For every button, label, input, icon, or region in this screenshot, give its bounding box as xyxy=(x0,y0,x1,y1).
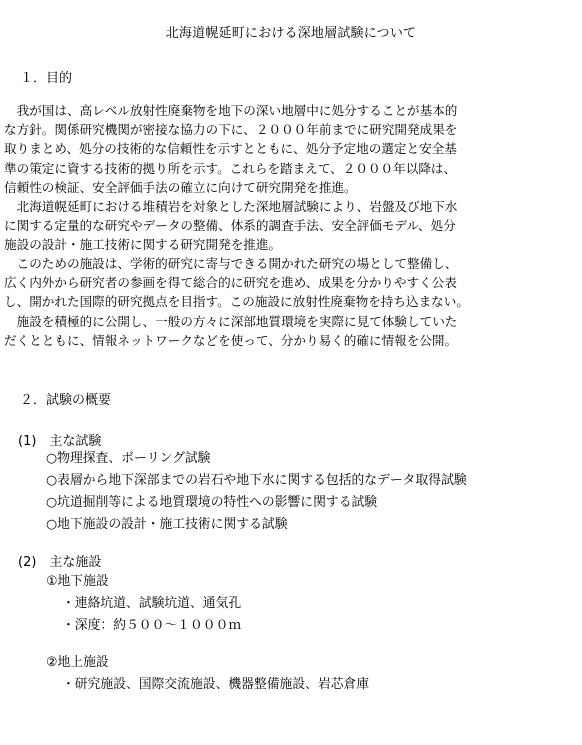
surface-facility-list xyxy=(62,674,369,696)
purpose-paragraph-2 xyxy=(4,197,582,255)
tests-list xyxy=(46,448,467,536)
text-line: だくとともに、情報ネットワークなどを使って、分かり易く的確に情報を公開。 xyxy=(4,333,458,349)
underground-facility-heading-wrap xyxy=(46,571,109,593)
subsection-heading-facilities: (2) 主な施設 xyxy=(18,555,102,570)
section-heading-overview: ２．試験の概要 xyxy=(20,393,112,408)
text-line: 広く内外から研究者の参画を得て総合的に研究を進め、成果を分かりやすく公表 xyxy=(4,275,457,291)
text-line: な方針。関係研究機関が密接な協力の下に、２０００年前までに研究開発成果を xyxy=(4,122,458,138)
text-line: に関する定量的な研究やデータの整備、体系的調査手法、安全評価モデル、処分 xyxy=(4,218,456,234)
list-item: ○表層から地下深部までの岩石や地下水に関する包括的なデータ取得試験 xyxy=(46,473,467,488)
underground-facility-list xyxy=(62,593,241,637)
purpose-paragraph-1 xyxy=(4,101,582,197)
text-line: 我が国は、高レベル放射性廃棄物を地下の深い地層中に処分することが基本的 xyxy=(4,103,458,118)
text-line: 取りまとめ、処分の技術的な信頼性を示すとともに、処分予定地の選定と安全基 xyxy=(4,141,457,157)
list-item: ○坑道掘削等による地質環境の特性への影響に関する試験 xyxy=(46,495,378,510)
purpose-paragraph-4 xyxy=(4,312,582,350)
text-line: このための施設は、学術的研究に寄与できる開かれた研究の場として整備し、 xyxy=(4,256,458,271)
text-line: 信頼性の検証、安全評価手法の確立に向けて研究開発を推進。 xyxy=(4,179,357,195)
list-item: ・連絡坑道、試験坑道、通気孔 xyxy=(62,596,242,611)
text-line: 北海道幌延町における堆積岩を対象とした深地層試験により、岩盤及び地下水 xyxy=(4,199,458,214)
text-line: 施設を積極的に公開し、一般の方々に深部地質環境を実際に見て体験していた xyxy=(4,314,458,329)
surface-facility-heading-wrap xyxy=(46,652,109,674)
list-item: ・深度：約５００～１０００ｍ xyxy=(62,618,242,633)
purpose-paragraph-3 xyxy=(4,254,582,312)
text-line: 準の策定に資する技術的拠り所を示す。これらを踏まえて、２０００年以降は、 xyxy=(4,160,457,176)
section-heading-purpose: １．目的 xyxy=(20,71,73,86)
underground-facility-heading: ①地下施設 xyxy=(46,574,109,589)
list-item: ・研究施設、国際交流施設、機器整備施設、岩芯倉庫 xyxy=(62,677,370,692)
list-item: ○物理探査、ボーリング試験 xyxy=(46,451,211,466)
surface-facility-heading: ②地上施設 xyxy=(46,655,109,670)
document-title: 北海道幌延町における深地層試験について xyxy=(165,26,417,41)
subsection-heading-tests: (1) 主な試験 xyxy=(18,434,102,449)
list-item: ○地下施設の設計・施工技術に関する試験 xyxy=(46,517,288,532)
text-line: 施設の設計・施工技術に関する研究開発を推進。 xyxy=(4,237,282,253)
text-line: し、開かれた国際的研究拠点を目指す。この施設に放射性廃棄物を持ち込まない。 xyxy=(4,294,469,310)
